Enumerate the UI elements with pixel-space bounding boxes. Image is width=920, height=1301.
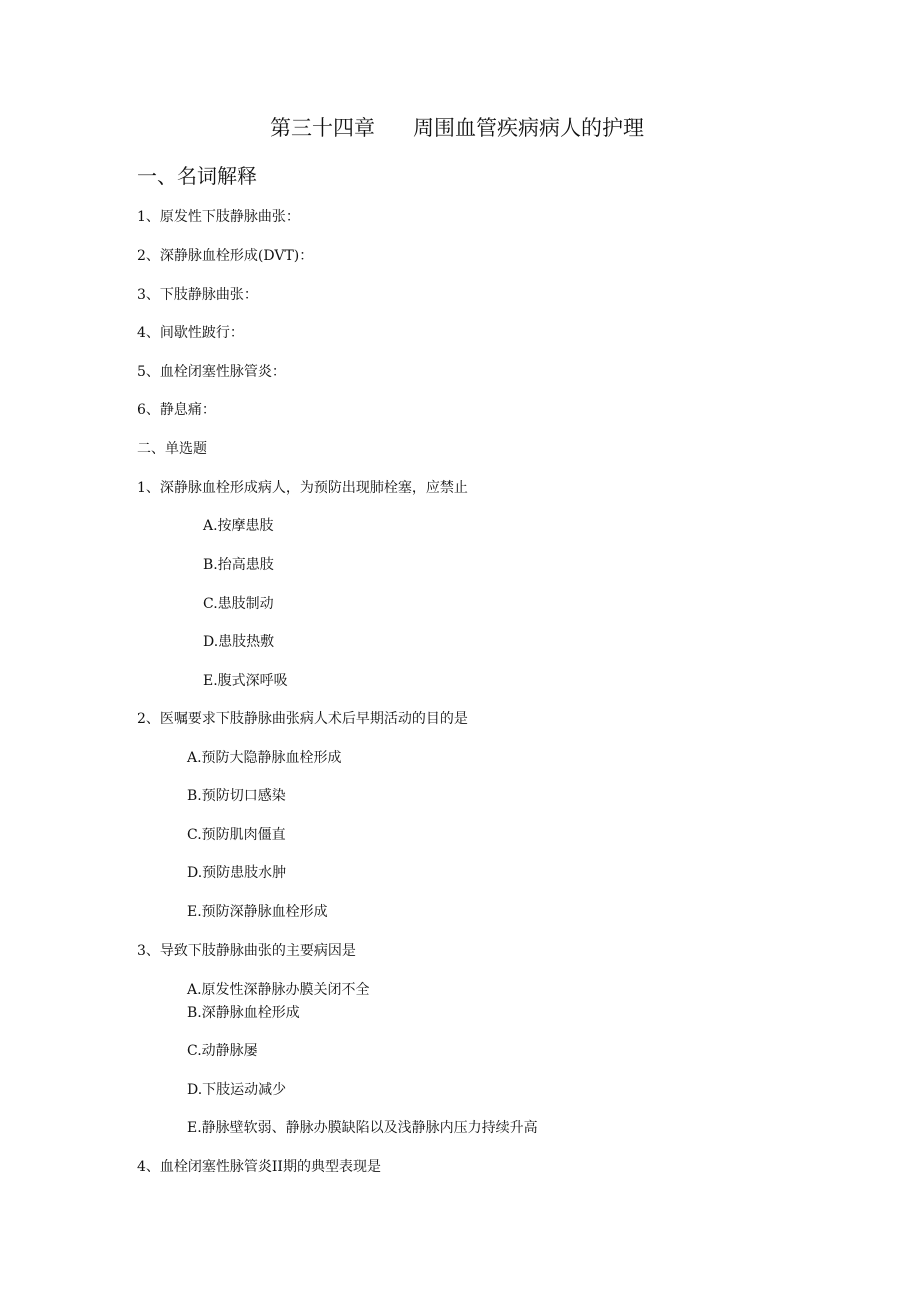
term-item: 1、原发性下肢静脉曲张： [137,209,300,225]
question-stem: 4、血栓闭塞性脉管炎II期的典型表现是 [137,1159,381,1175]
question-option: A.按摩患肢 [203,518,274,534]
question-option: E.腹式深呼吸 [203,673,288,689]
question-option: C.预防肌肉僵直 [187,827,286,843]
question-stem: 1、深静脉血栓形成病人，为预防出现肺栓塞，应禁止 [137,480,468,496]
term-item: 3、下肢静脉曲张： [137,287,258,303]
page-title [270,118,644,139]
question-option: C.动静脉屡 [187,1043,258,1059]
chapter-name: 周围血管疾病病人的护理 [413,116,644,140]
question-option: D.患肢热敷 [203,634,275,650]
question-option: A.预防大隐静脉血栓形成 [187,750,342,766]
term-item: 5、血栓闭塞性脉管炎： [137,364,286,380]
question-option: B.抬高患肢 [203,557,274,573]
question-option: A.原发性深静脉办膜关闭不全 [187,982,370,998]
term-item: 6、静息痛： [137,402,216,418]
question-option: B.预防切口感染 [187,788,286,804]
question-option: D.下肢运动减少 [187,1082,287,1098]
section-heading-definitions: 一、名词解释 [137,164,257,188]
question-option: C.患肢制动 [203,596,274,612]
question-option: B.深静脉血栓形成 [187,1005,300,1021]
section-heading-single-choice: 二、单选题 [137,441,207,457]
question-option: E.静脉壁软弱、静脉办膜缺陷以及浅静脉内压力持续升高 [187,1120,538,1136]
chapter-number: 第三十四章 [270,116,375,140]
term-item: 4、间歇性跛行： [137,325,244,341]
question-stem: 3、导致下肢静脉曲张的主要病因是 [137,943,356,959]
question-stem: 2、医嘱要求下肢静脉曲张病人术后早期活动的目的是 [137,711,468,727]
term-item: 2、深静脉血栓形成(DVT)： [137,248,314,264]
question-option: D.预防患肢水肿 [187,865,287,881]
question-option: E.预防深静脉血栓形成 [187,904,328,920]
